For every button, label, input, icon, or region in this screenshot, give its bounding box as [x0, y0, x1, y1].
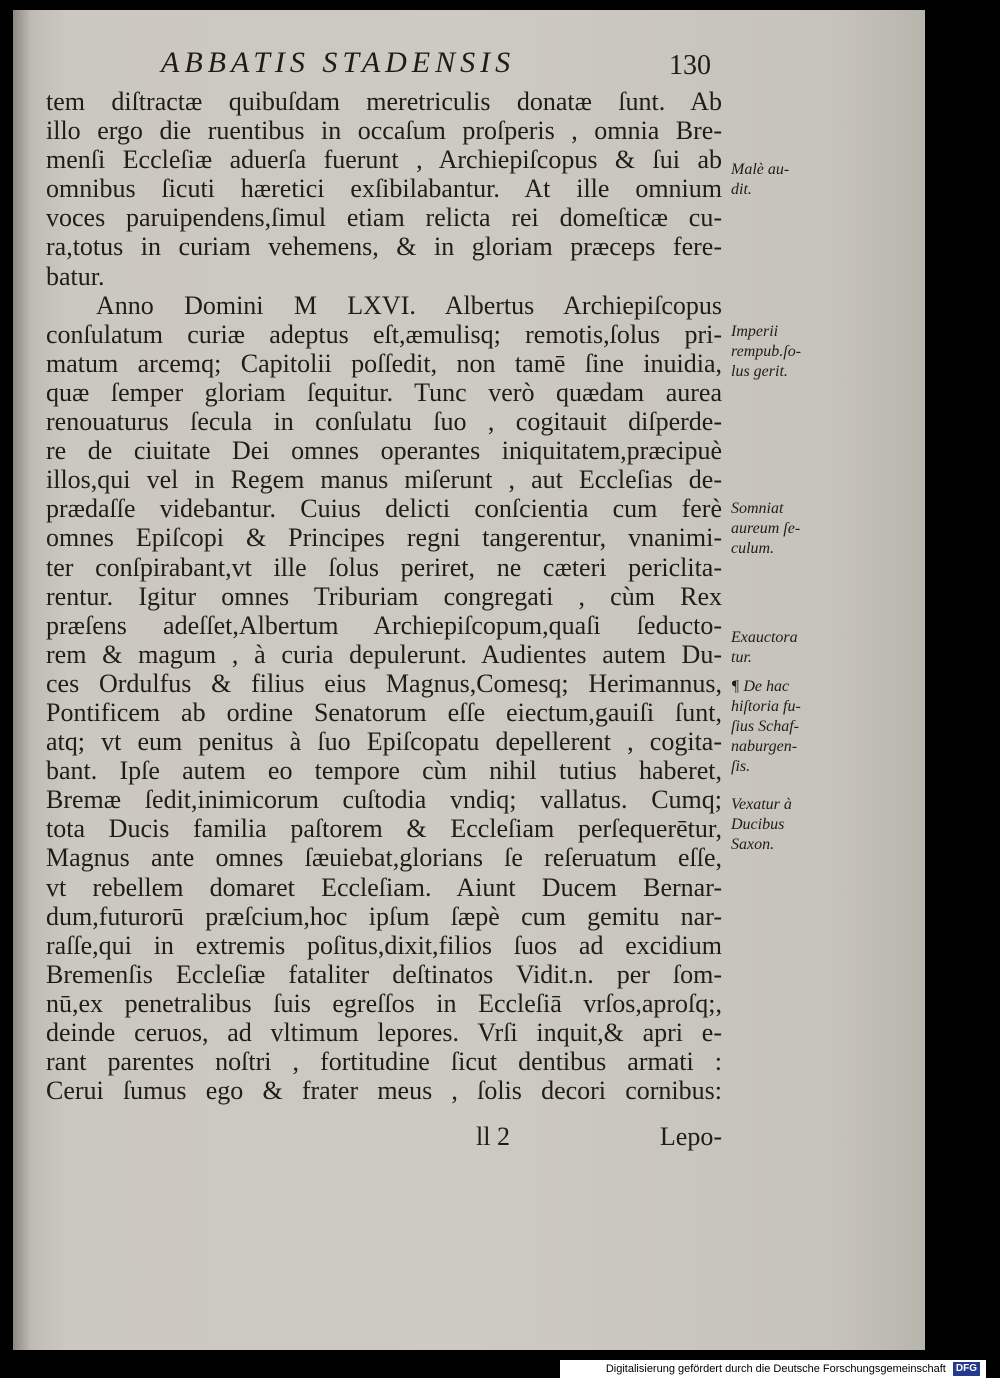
text-line: omnibus ſicuti hæretici exſibilabantur. At ille omnium	[46, 174, 722, 204]
text-line: illo ergo die ruentibus in occaſum proſperis , omnia Bre-	[46, 116, 722, 146]
page-gutter-shadow	[13, 10, 31, 1350]
marginal-note	[731, 499, 841, 559]
text-line: prædaſſe videbantur. Cuius delicti conſcientia cum ferè	[46, 494, 722, 524]
text-line: re de ciuitate Dei omnes operantes iniquitatem,præcipuè	[46, 436, 722, 466]
marginal-note-line: dit.	[731, 181, 752, 198]
text-line: voces paruipendens,ſimul etiam relicta rei domeſticæ cu-	[46, 203, 722, 233]
text-line: Pontificem ab ordine Senatorum eſſe eiectum,gauiſi ſunt,	[46, 697, 722, 727]
marginal-note-line: Vexatur à	[731, 796, 792, 813]
text-line: omnes Epiſcopi & Principes regni tangerentur, vnanimi-	[46, 523, 722, 553]
text-line: vt rebellem domaret Eccleſiam. Aiunt Ducem Bernar-	[46, 872, 722, 902]
text-line: tem diſtractæ quibuſdam meretriculis donatæ ſunt. Ab	[46, 87, 722, 116]
marginal-note-line: ¶ De hac	[731, 678, 790, 695]
body-text	[46, 87, 722, 1105]
marginal-note-line: tur.	[731, 649, 752, 666]
marginal-note	[731, 160, 841, 200]
marginal-note	[731, 322, 841, 382]
text-line: menſi Eccleſiæ aduerſa fuerunt , Archiepiſcopus & ſui ab	[46, 145, 722, 175]
book-page	[13, 10, 925, 1350]
marginal-note-line: ſius Schaf-	[731, 718, 799, 735]
text-line: matum arcemq; Capitolii poſſedit, non tamē ſine inuidia,	[46, 348, 722, 378]
text-line: rant parentes noſtri , fortitudine ſicut dentibus armati :	[46, 1047, 722, 1077]
text-line: quæ ſemper gloriam ſequitur. Tunc verò quædam aurea	[46, 377, 722, 407]
marginal-note-line: hiſtoria fu-	[731, 698, 801, 715]
marginal-note-line: lus gerit.	[731, 363, 788, 380]
running-title: ABBATIS STADENSIS	[161, 46, 516, 79]
marginal-note-line: Ducibus	[731, 816, 785, 833]
text-line: raſſe,qui in extremis poſitus,dixit,filios ſuos ad excidium	[46, 930, 722, 960]
footer-credit	[560, 1360, 986, 1378]
text-line: deinde ceruos, ad vltimum lepores. Vrſi inquit,& apri e-	[46, 1018, 722, 1047]
marginal-note-line: Saxon.	[731, 836, 775, 853]
text-line: Bremæ ſedit,inimicorum cuſtodia vndiq; vallatus. Cumq;	[46, 785, 722, 815]
marginal-note-line: ſis.	[731, 758, 751, 775]
text-line: Magnus ante omnes ſæuiebat,glorians ſe reſeruatum eſſe,	[46, 843, 722, 873]
text-line: ter conſpirabant,vt ille ſolus periret, ne cæteri periclita-	[46, 552, 722, 582]
marginal-note-line: Imperii	[731, 323, 779, 340]
text-line: rentur. Igitur omnes Triburiam congregati , cùm Rex	[46, 581, 722, 611]
text-line: rem & magum , à curia depulerunt. Audientes autem Du-	[46, 639, 722, 669]
marginal-note-line: culum.	[731, 540, 775, 557]
footer-text: Digitalisierung gefördert durch die Deutsche Forschungsgemeinschaft	[605, 1363, 946, 1376]
marginal-note-line: Malè au-	[731, 161, 790, 178]
text-line: Anno Domini M LXVI. Albertus Archiepiſcopus	[96, 290, 722, 320]
text-line: nū,ex penetralibus ſuis egreſſos in Eccleſiā vrſos,aproſq;,	[46, 988, 722, 1018]
text-line: atq; vt eum penitus à ſuo Epiſcopatu depellerent , cogita-	[46, 727, 722, 757]
text-line: dum,futurorū præſcium,hoc ipſum ſæpè cum gemitu nar-	[46, 901, 722, 931]
marginal-note-line: Somniat	[731, 500, 784, 517]
marginal-note	[731, 795, 841, 855]
text-line: præſens adeſſet,Albertum Archiepiſcopum,quaſi ſeducto-	[46, 610, 722, 640]
marginal-note-line: Exauctora	[731, 629, 798, 646]
marginal-note-line: aureum ſe-	[731, 520, 801, 537]
catchword: Lepo-	[659, 1122, 722, 1151]
text-line: illos,qui vel in Regem manus miſerunt , aut Eccleſias de-	[46, 465, 722, 495]
dfg-logo: DFG	[953, 1362, 980, 1376]
text-line: bant. Ipſe autem eo tempore cùm nihil tutius haberet,	[46, 756, 722, 786]
text-line: tota Ducis familia paſtorem & Eccleſiam perſequerētur,	[46, 814, 722, 844]
folio-number: 130	[669, 50, 711, 81]
marginal-note	[731, 628, 841, 668]
marginal-note-line: rempub.ſo-	[731, 343, 802, 360]
marginal-note-line: naburgen-	[731, 738, 798, 755]
signature-mark: ll 2	[476, 1122, 510, 1151]
text-line: Cerui ſumus ego & frater meus , ſolis decori cornibus:	[46, 1076, 722, 1106]
text-line: ra,totus in curiam vehemens, & in gloriam præceps fere-	[46, 232, 722, 262]
text-line: ces Ordulfus & filius eius Magnus,Comesq; Herimannus,	[46, 668, 722, 698]
text-line: batur.	[46, 261, 105, 291]
text-line: renouaturus ſecula in conſulatu ſuo , cogitauit diſperde-	[46, 407, 722, 437]
marginal-note	[731, 677, 841, 777]
text-line: Bremenſis Eccleſiæ fataliter deſtinatos Vidit.n. per ſom-	[46, 959, 722, 989]
text-line: conſulatum curiæ adeptus eſt,æmulisq; remotis,ſolus pri-	[46, 319, 722, 349]
